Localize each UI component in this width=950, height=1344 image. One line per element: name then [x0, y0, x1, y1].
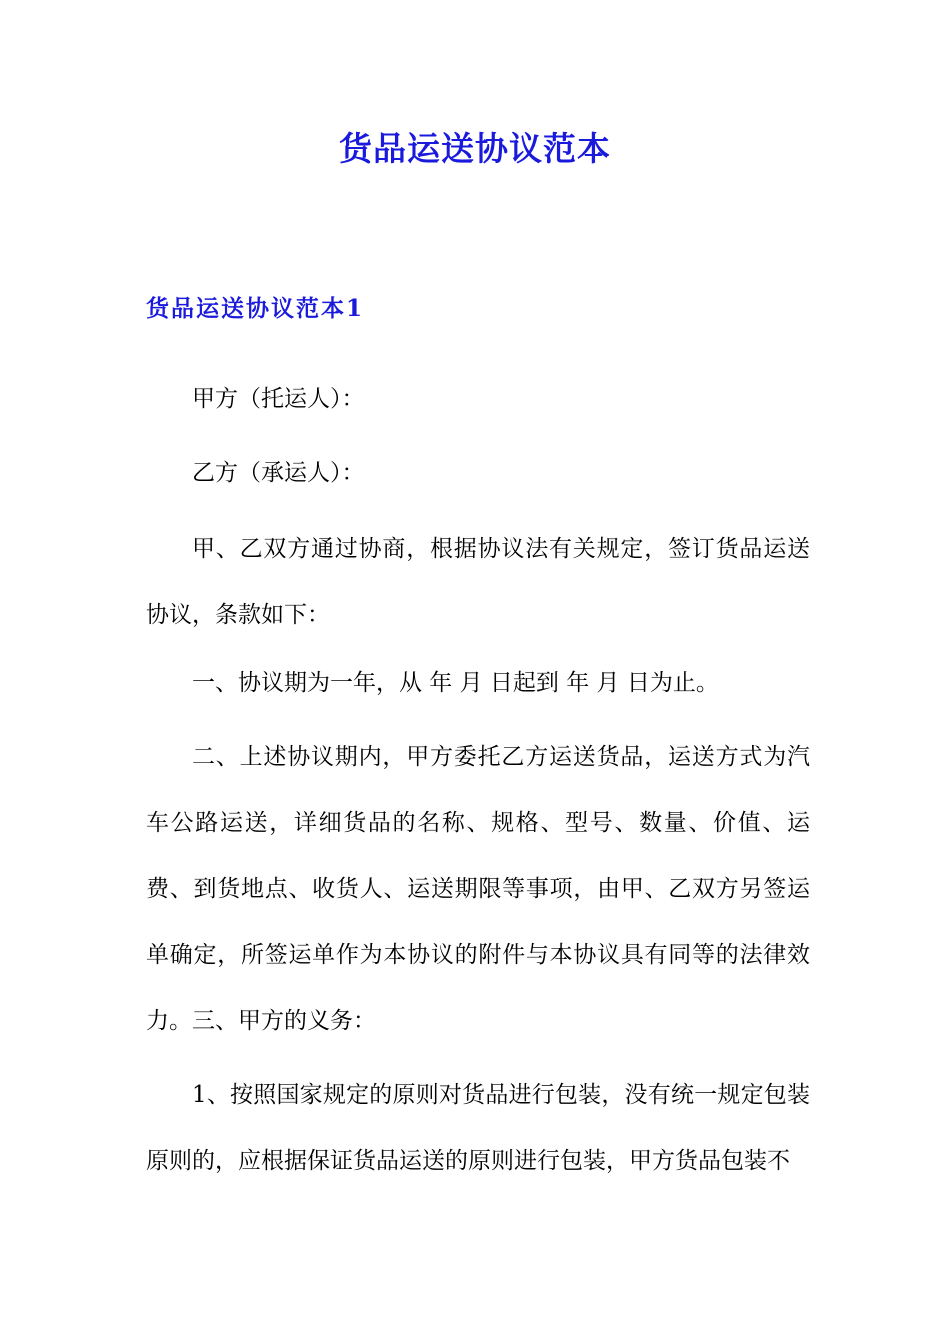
section-heading: 货品运送协议范本1 [146, 295, 365, 322]
paragraph-clause-3-heading: 三、甲方的义务： [192, 1008, 376, 1034]
document-title: 货品运送协议范本 [339, 129, 611, 168]
paragraph-clause-2: 二、上述协议期内，甲方委托乙方运送货品，运送方式为汽车公路运送，详细货品的名称、规格、型号、数量、价值、运费、到货地点、收货人、运送期限等事项，由甲、乙双方另签运单确定，所签运单作为本协议的附件与本协议具有同等的法律效力。 [146, 744, 810, 1034]
paragraph-party-a: 甲方（托运人）： [192, 386, 365, 412]
paragraph-clause-1: 一、协议期为一年，从 年 月 日起到 年 月 日为止。 [192, 670, 719, 696]
paragraph-party-b: 乙方（承运人）： [192, 460, 365, 486]
paragraph-intro: 甲、乙双方通过协商，根据协议法有关规定，签订货品运送协议，条款如下： [146, 536, 810, 628]
paragraph-clause-3-item-1: 1、按照国家规定的原则对货品进行包装，没有统一规定包装原则的，应根据保证货品运送的原则进行包装，甲方货品包装不 [146, 1082, 810, 1174]
